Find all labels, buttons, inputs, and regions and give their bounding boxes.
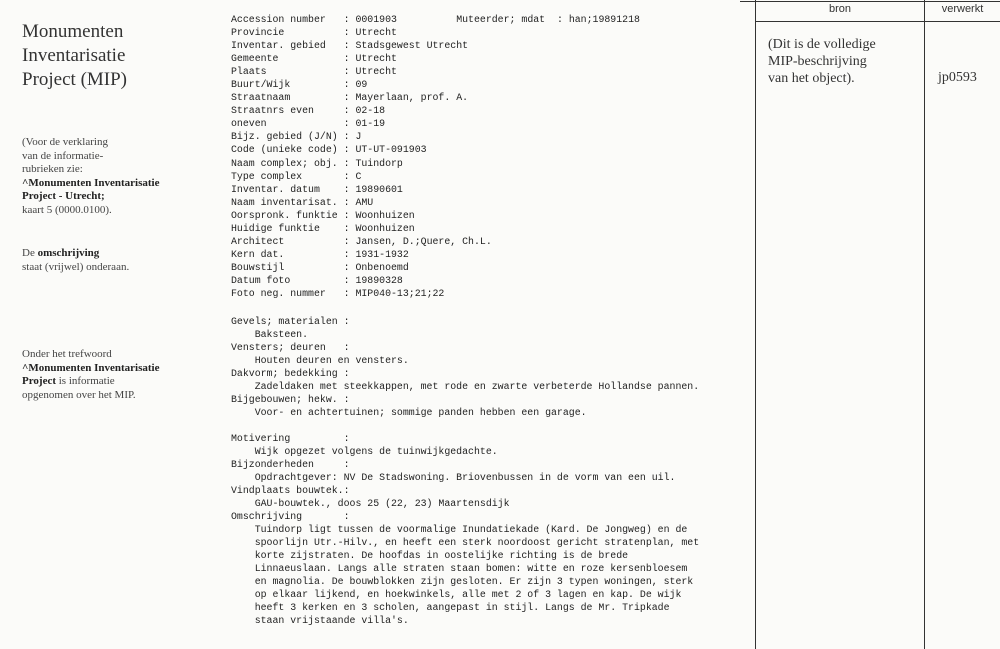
note-link[interactable]: Project - Utrecht; xyxy=(22,190,105,203)
field-value: Onbenoemd xyxy=(355,261,409,273)
field-value: 02-18 xyxy=(355,105,386,117)
section-text: GAU-bouwtek., doos 25 (22, 23) Maartensdijk xyxy=(231,498,510,510)
field-value: Woonhuizen xyxy=(355,222,415,234)
field-row xyxy=(231,287,640,300)
field-separator: : xyxy=(343,170,356,182)
field-value: Utrecht xyxy=(355,53,397,65)
note-text: (Voor de verklaring xyxy=(22,136,108,148)
field-label: Gemeente xyxy=(231,53,344,65)
field-separator: : xyxy=(343,222,356,234)
field-value: Jansen, D.;Quere, Ch.L. xyxy=(355,235,492,247)
header-rule xyxy=(755,21,1000,22)
reference-note xyxy=(22,136,159,218)
record-details xyxy=(231,315,699,627)
note-text: De xyxy=(22,247,38,259)
field-value: 09 xyxy=(355,79,368,91)
note-text: opgenomen over het MIP. xyxy=(22,388,136,401)
field-value: Utrecht xyxy=(355,27,397,39)
field-label: Straatnaam xyxy=(231,92,344,104)
section-text: Baksteen. xyxy=(231,329,309,341)
field-label: Straatnrs even xyxy=(231,105,344,117)
field-value: Utrecht xyxy=(355,66,397,78)
field-separator: : xyxy=(343,261,356,273)
field-separator: : xyxy=(343,196,356,208)
section-text: Tuindorp ligt tussen de voormalige Inundatiekade (Kard. De Jongweg) en de xyxy=(231,524,688,536)
field-row xyxy=(231,261,640,274)
field-separator: : xyxy=(343,92,356,104)
field-value: Mayerlaan, prof. A. xyxy=(355,92,469,104)
field-label: Inventar. gebied xyxy=(231,40,344,52)
field-value: Woonhuizen xyxy=(355,209,415,221)
section-text: Linnaeuslaan. Langs alle straten staan bomen: witte en roze kersenbloesem xyxy=(231,563,688,575)
table-top-rule xyxy=(740,1,1000,2)
field-row xyxy=(231,235,640,248)
section-label: Dakvorm; bedekking : xyxy=(231,368,350,380)
record-fields xyxy=(231,13,640,300)
section-text: heeft 3 kerken en 3 scholen, aangepast in stijl. Langs de Mr. Tripkade xyxy=(231,602,670,614)
field-label: Kern dat. xyxy=(231,248,344,260)
column-header-verwerkt: verwerkt xyxy=(941,3,984,15)
title-line: Project (MIP) xyxy=(22,69,128,90)
field-value: han;19891218 xyxy=(568,14,640,25)
description-note xyxy=(22,247,129,274)
field-label: oneven xyxy=(231,118,344,130)
field-row xyxy=(231,196,640,209)
field-separator: : xyxy=(343,157,356,169)
section-label: Bijzonderheden : xyxy=(231,459,350,471)
field-separator: : xyxy=(343,287,356,299)
title-line: Monumenten xyxy=(22,21,124,42)
field-separator: : xyxy=(343,79,356,91)
field-separator: : xyxy=(343,248,356,260)
field-value: 1931-1932 xyxy=(355,248,409,260)
field-value: Tuindorp xyxy=(355,157,403,169)
field-row xyxy=(231,222,640,235)
field-separator: : xyxy=(343,66,356,78)
field-value: 19890601 xyxy=(355,183,403,195)
field-row xyxy=(231,170,640,183)
field-label: Naam inventarisat. xyxy=(231,196,344,208)
field-row xyxy=(231,91,640,104)
field-separator: : xyxy=(343,40,356,52)
field-separator: : xyxy=(343,53,356,65)
field-row xyxy=(231,65,640,78)
note-link[interactable]: ^Monumenten Inventarisatie xyxy=(22,176,160,189)
field-label: Inventar. datum xyxy=(231,183,344,195)
field-separator: : xyxy=(343,274,356,286)
field-value: Stadsgewest Utrecht xyxy=(355,40,469,52)
field-row xyxy=(231,143,640,156)
verwerkt-cell: jp0593 xyxy=(938,70,977,85)
field-row xyxy=(231,248,640,261)
column-header-bron: bron xyxy=(828,3,852,15)
field-label: Bijz. gebied (J/N) xyxy=(231,131,344,143)
field-label: Buurt/Wijk xyxy=(231,79,344,91)
field-separator: : xyxy=(556,14,569,25)
field-row xyxy=(231,78,640,91)
field-separator: : xyxy=(343,235,356,247)
note-text: rubrieken zie: xyxy=(22,163,83,176)
field-label: Provincie xyxy=(231,27,344,39)
field-separator: : xyxy=(343,27,356,39)
field-separator: : xyxy=(343,209,356,221)
section-label: Vensters; deuren : xyxy=(231,342,350,354)
field-separator: : xyxy=(343,14,356,25)
title-line: Inventarisatie xyxy=(22,45,126,66)
field-label: Muteerder; mdat xyxy=(456,14,557,25)
document-title xyxy=(22,20,127,92)
field-row xyxy=(231,13,640,26)
field-row xyxy=(231,39,640,52)
field-value: 01-19 xyxy=(355,118,386,130)
field-value: MIP040-13;21;22 xyxy=(355,287,445,299)
field-value: 19890328 xyxy=(355,274,403,286)
bron-cell xyxy=(768,36,876,87)
field-row xyxy=(231,157,640,170)
field-row xyxy=(231,274,640,287)
field-label: Plaats xyxy=(231,66,344,78)
field-label: Type complex xyxy=(231,170,344,182)
section-text: Voor- en achtertuinen; sommige panden hebben een garage. xyxy=(231,407,587,419)
section-text: spoorlijn Utr.-Hilv., en heeft een sterk noordoost gericht stratenplan, met xyxy=(231,537,700,549)
field-label: Bouwstijl xyxy=(231,261,344,273)
section-text: staan vrijstaande villa's. xyxy=(231,615,409,627)
field-label: Datum foto xyxy=(231,274,344,286)
field-label: Oorspronk. funktie xyxy=(231,209,344,221)
section-text: Houten deuren en vensters. xyxy=(231,355,409,367)
section-text xyxy=(231,419,699,432)
section-label: Motivering : xyxy=(231,433,350,445)
field-row xyxy=(231,183,640,196)
note-text: is informatie xyxy=(56,375,115,388)
field-value: C xyxy=(355,170,362,182)
field-label: Huidige funktie xyxy=(231,222,344,234)
field-separator: : xyxy=(343,144,356,156)
field-value: AMU xyxy=(355,196,374,208)
field-label: Architect xyxy=(231,235,344,247)
field-row xyxy=(231,209,640,222)
note-text: kaart 5 (0000.0100). xyxy=(22,203,112,216)
note-text: van de informatie- xyxy=(22,149,104,162)
note-link[interactable]: ^Monumenten Inventarisatie xyxy=(22,361,160,374)
field-row xyxy=(231,52,640,65)
bron-text: van het object). xyxy=(768,71,855,86)
note-link[interactable]: Project xyxy=(22,375,56,388)
field-value: J xyxy=(355,131,362,143)
section-text: op elkaar lijkend, en hoekwinkels, alle met 2 of 3 lagen en kap. De wijk xyxy=(231,589,682,601)
section-label: Bijgebouwen; hekw. : xyxy=(231,394,350,406)
field-separator: : xyxy=(343,118,356,130)
field-value: 0001903 xyxy=(355,14,457,25)
field-row xyxy=(231,26,640,39)
bron-text: MIP-beschrijving xyxy=(768,54,867,69)
column-divider xyxy=(755,0,756,649)
note-text: Onder het trefwoord xyxy=(22,348,112,360)
section-text: korte zijstraten. De hoofdas in oostelijke richting is de brede xyxy=(231,550,629,562)
bron-text: (Dit is de volledige xyxy=(768,37,876,52)
section-text: Zadeldaken met steekkappen, met rode en zwarte verbeterde Hollandse pannen. xyxy=(231,381,700,393)
field-row xyxy=(231,104,640,117)
section-label: Omschrijving : xyxy=(231,511,350,523)
column-divider xyxy=(924,0,925,649)
note-text: staat (vrijwel) onderaan. xyxy=(22,260,130,273)
field-separator: : xyxy=(343,183,356,195)
note-emphasis: omschrijving xyxy=(37,247,100,259)
field-row xyxy=(231,130,640,143)
field-separator: : xyxy=(343,105,356,117)
field-label: Code (unieke code) xyxy=(231,144,344,156)
section-text: Wijk opgezet volgens de tuinwijkgedachte. xyxy=(231,446,498,458)
field-value: UT-UT-091903 xyxy=(355,144,427,156)
field-label: Foto neg. nummer xyxy=(231,287,344,299)
keyword-note xyxy=(22,348,159,402)
field-label: Accession number xyxy=(231,14,344,25)
field-label: Naam complex; obj. xyxy=(231,157,344,169)
field-separator: : xyxy=(343,131,356,143)
section-label: Vindplaats bouwtek.: xyxy=(231,485,350,497)
section-text: en magnolia. De bouwblokken zijn gesloten. Er zijn 3 typen woningen, sterk xyxy=(231,576,694,588)
field-row xyxy=(231,117,640,130)
section-text: Opdrachtgever: NV De Stadswoning. Briovenbussen in de vorm van een uil. xyxy=(231,472,676,484)
section-label: Gevels; materialen : xyxy=(231,316,350,327)
